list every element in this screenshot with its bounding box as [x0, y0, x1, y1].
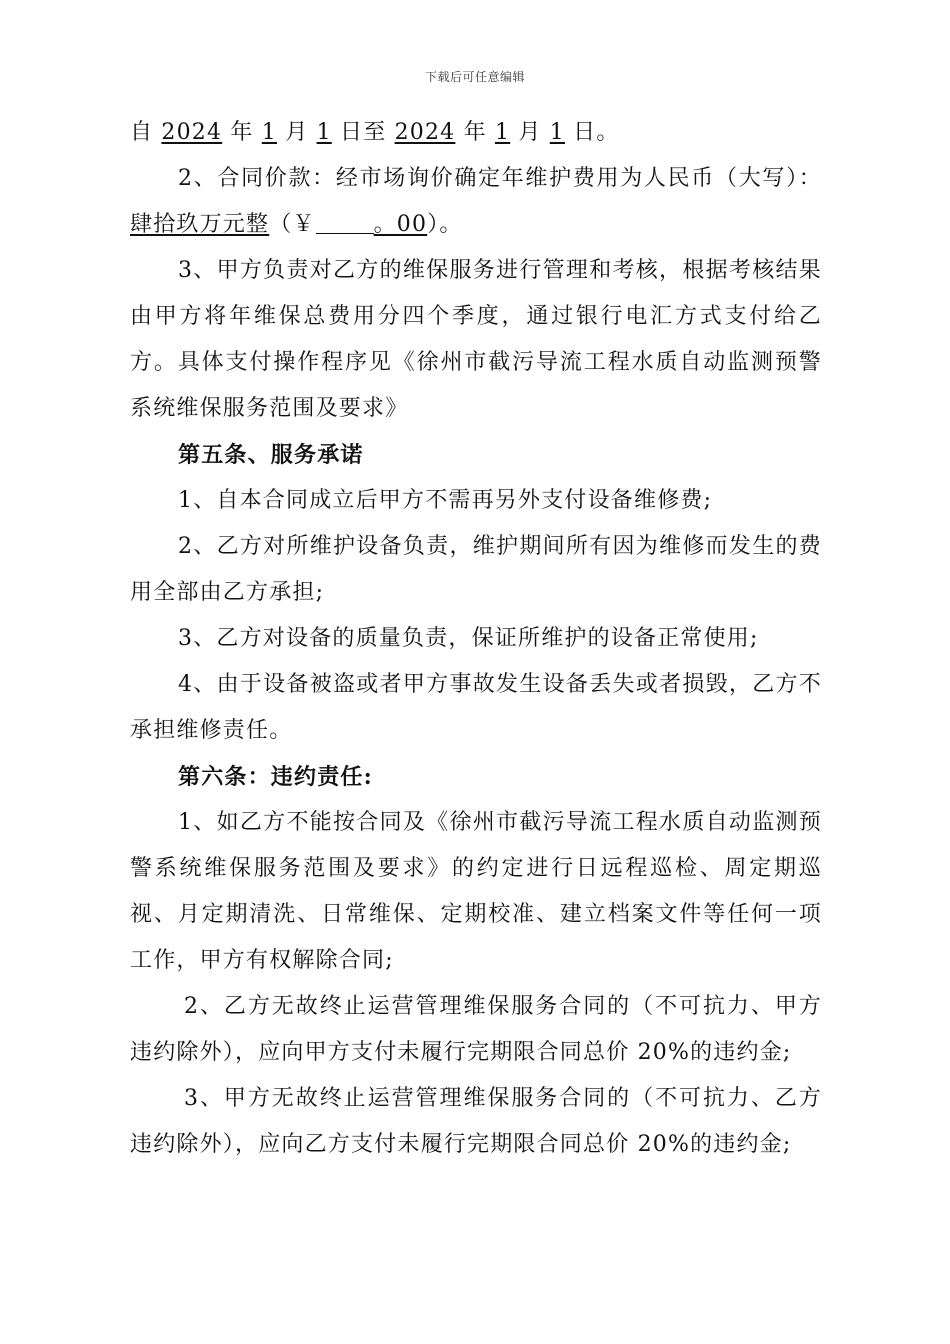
article5-item: 1、自本合同成立后甲方不需再另外支付设备维修费; — [178, 488, 713, 513]
term-text: 月 — [510, 120, 550, 145]
price-amount-suffix: 。00 — [373, 212, 428, 237]
term-line — [130, 110, 822, 156]
article6-item: 2、乙方无故终止运营管理维保服务合同的（不可抗力、甲方违约除外），应向甲方支付未履行完期限合同总价 20%的违约金; — [130, 994, 822, 1065]
contract-body — [130, 110, 822, 1168]
start-day: 1 — [316, 120, 332, 145]
article6-item: 3、甲方无故终止运营管理维保服务合同的（不可抗力、乙方违约除外），应向乙方支付未履行完期限合同总价 20%的违约金; — [130, 1086, 822, 1157]
term-text: 自 — [130, 120, 162, 145]
article5-item: 3、乙方对设备的质量负责，保证所维护的设备正常使用; — [178, 626, 759, 651]
price-upper-amount: 肆拾玖万元整 — [130, 212, 270, 237]
term-text: 日至 — [331, 120, 395, 145]
term-text: 月 — [277, 120, 317, 145]
price-lead: 2、合同价款：经市场询价确定年维护费用为人民币（大写）： — [178, 166, 822, 191]
payment-clause: 3、甲方负责对乙方的维保服务进行管理和考核，根据考核结果由甲方将年维保总费用分四个季度，通过银行电汇方式支付给乙方。具体支付操作程序见《徐州市截污导流工程水质自动监测预警系统维保服务范围及要求》 — [130, 258, 822, 421]
article5-title: 第五条、服务承诺 — [178, 442, 364, 468]
article6-item: 1、如乙方不能按合同及《徐州市截污导流工程水质自动监测预警系统维保服务范围及要求》的约定进行日远程巡检、周定期巡视、月定期清洗、日常维保、定期校准、建立档案文件等任何一项工作，甲方有权解除合同; — [130, 810, 822, 973]
price-paren-close: ）。 — [427, 212, 463, 237]
end-month: 1 — [494, 120, 511, 145]
term-text: 日。 — [564, 120, 620, 145]
start-month: 1 — [261, 120, 277, 145]
article5-item: 4、由于设备被盗或者甲方事故发生设备丢失或者损毁，乙方不承担维修责任。 — [130, 672, 822, 743]
price-clause — [130, 156, 822, 248]
article5-item: 2、乙方对所维护设备负责，维护期间所有因为维修而发生的费用全部由乙方承担; — [130, 534, 822, 605]
start-year: 2024 — [161, 120, 223, 145]
amount-blank — [316, 211, 374, 234]
price-paren-open: （￥ — [269, 212, 316, 237]
end-year: 2024 — [394, 120, 456, 145]
article6-title: 第六条：违约责任: — [178, 764, 373, 790]
term-text: 年 — [222, 120, 262, 145]
page-header: 下载后可任意编辑 — [424, 70, 525, 84]
end-day: 1 — [549, 120, 565, 145]
term-text: 年 — [455, 120, 495, 145]
